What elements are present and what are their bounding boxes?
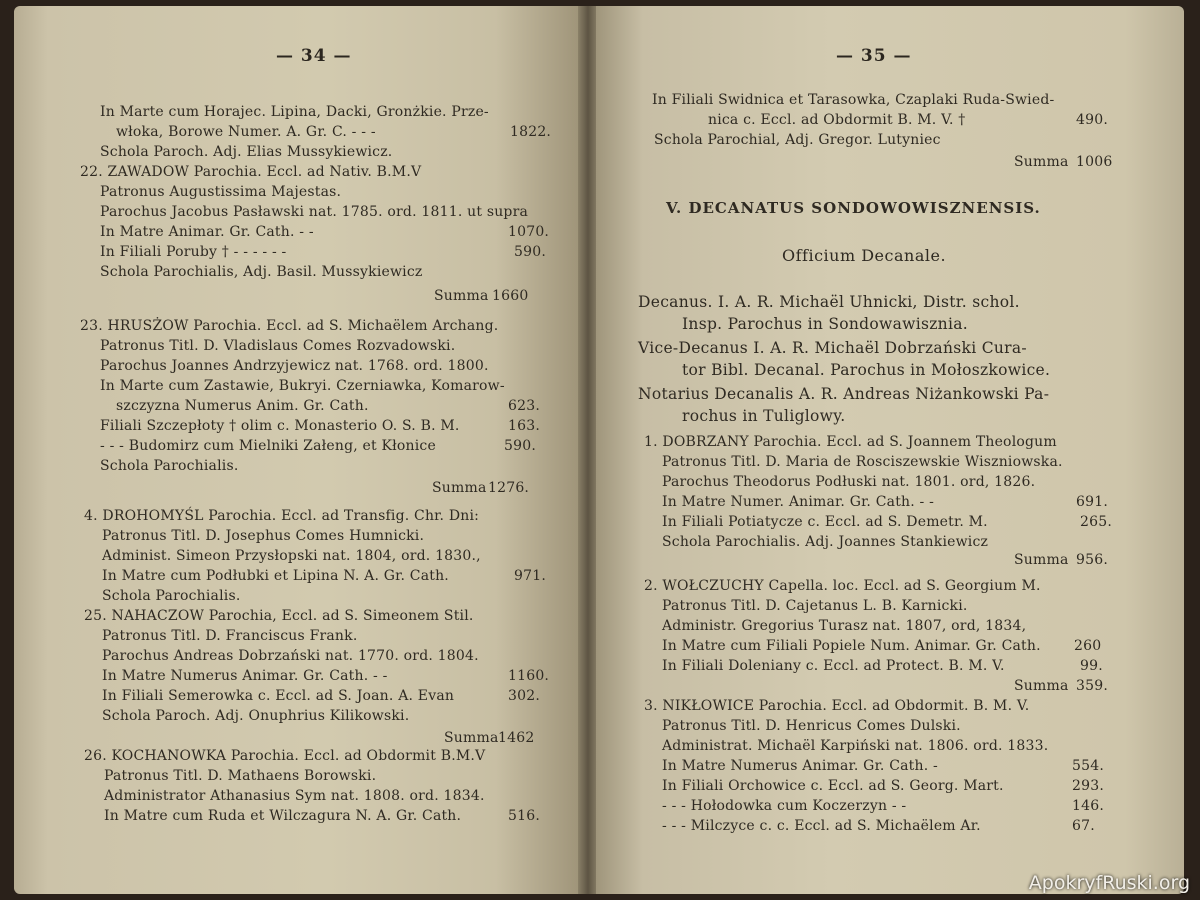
text-line	[662, 736, 1048, 756]
text-line	[1014, 550, 1069, 570]
text-line	[662, 472, 1035, 492]
text-line	[84, 606, 474, 626]
line-number-value: 1276.	[488, 480, 530, 496]
line-text: Patronus Titl. D. Vladislaus Comes Rozvadowski.	[100, 338, 456, 354]
line-number-value: 1660	[492, 288, 529, 304]
line-text: Schola Parochialis.	[100, 458, 239, 474]
text-line	[644, 432, 1057, 452]
line-text: Schola Paroch. Adj. Onuphrius Kilikowski.	[102, 708, 410, 724]
text-line	[116, 396, 369, 416]
line-text: - - - Hołodowka cum Koczerzyn - -	[662, 798, 907, 814]
line-number-value: 490.	[1076, 112, 1108, 128]
line-number-value: 516.	[508, 808, 540, 824]
text-line	[638, 384, 1049, 404]
line-number-value: 554.	[1072, 758, 1104, 774]
line-text: Patronus Titl. D. Maria de Rosciszewskie Wiszniowska.	[662, 454, 1063, 470]
text-line	[662, 512, 988, 532]
line-text: Schola Parochial, Adj. Gregor. Lutyniec	[654, 132, 941, 148]
page-number: — 34 —	[276, 46, 352, 66]
line-text: rochus in Tuliglowy.	[682, 407, 846, 425]
text-line	[100, 436, 436, 456]
line-text: In Filiali Doleniany c. Eccl. ad Protect. B. M. V.	[662, 658, 1005, 674]
text-line	[662, 636, 1041, 656]
text-line	[662, 716, 961, 736]
line-text: Filiali Szczepłoty † olim c. Monasterio O. S. B. M.	[100, 418, 460, 434]
text-line	[782, 246, 946, 266]
line-text: Schola Parochialis. Adj. Joannes Stankiewicz	[662, 534, 989, 550]
text-line	[666, 198, 1041, 218]
line-text: Summa	[1014, 552, 1069, 568]
line-text: In Filiali Semerowka c. Eccl. ad S. Joan. A. Evan	[102, 688, 455, 704]
text-line	[102, 646, 479, 666]
line-text: nica c. Eccl. ad Obdormit B. M. V. †	[708, 112, 966, 128]
line-number-value: 1462	[498, 730, 535, 746]
line-text: In Matre cum Podłubki et Lipina N. A. Gr. Cath.	[102, 568, 449, 584]
text-line	[662, 616, 1026, 636]
text-line	[104, 786, 485, 806]
text-line	[100, 356, 489, 376]
left-page	[14, 6, 580, 894]
line-number-value: 623.	[508, 398, 540, 414]
text-line	[100, 222, 314, 242]
text-line	[662, 756, 938, 776]
line-text: 4. DROHOMYŚL Parochia. Eccl. ad Transfig. Chr. Dni:	[84, 508, 480, 524]
text-line	[100, 336, 455, 356]
line-text: - - - Milczyce c. c. Eccl. ad S. Michaëlem Ar.	[662, 818, 981, 834]
text-line	[444, 728, 499, 748]
line-text: In Filiali Potiatycze c. Eccl. ad S. Demetr. M.	[662, 514, 988, 530]
line-number-value: 67.	[1072, 818, 1095, 834]
line-text: Summa	[1014, 678, 1069, 694]
page-number: — 35 —	[836, 46, 912, 66]
line-text: Patronus Titl. D. Mathaens Borowski.	[104, 768, 377, 784]
text-line	[80, 316, 498, 336]
line-number-value: 146.	[1072, 798, 1104, 814]
text-line	[102, 566, 449, 586]
line-text: Parochus Joannes Andrzyjewicz nat. 1768. ord. 1800.	[100, 358, 489, 374]
text-line	[102, 706, 409, 726]
line-text: 25. NAHACZOW Parochia, Eccl. ad S. Simeonem Stil.	[84, 608, 474, 624]
text-line	[84, 746, 485, 766]
line-text: 22. ZAWADOW Parochia. Eccl. ad Nativ. B.M.V	[80, 164, 422, 180]
text-line	[662, 776, 1004, 796]
text-line	[638, 338, 1027, 358]
text-line	[84, 506, 479, 526]
line-text: Notarius Decanalis A. R. Andreas Niżankowski Pa-	[638, 385, 1050, 403]
text-line	[116, 122, 376, 142]
text-line	[102, 526, 424, 546]
text-line	[100, 416, 460, 436]
line-number-value: 956.	[1076, 552, 1108, 568]
line-number-value: 1160.	[508, 668, 550, 684]
line-text: V. DECANATUS SONDOWOWISZNENSIS.	[666, 199, 1041, 217]
text-line	[682, 360, 1050, 380]
line-text: szczyzna Numerus Anim. Gr. Cath.	[116, 398, 369, 414]
watermark: ApokryfRuski.org	[1028, 872, 1190, 894]
line-text: In Matre Animar. Gr. Cath. - -	[100, 224, 314, 240]
line-text: Patronus Titl. D. Henricus Comes Dulski.	[662, 718, 961, 734]
text-line	[434, 286, 489, 306]
line-text: Summa	[434, 288, 489, 304]
text-line	[102, 686, 454, 706]
line-text: In Matre Numerus Animar. Gr. Cath. - -	[102, 668, 388, 684]
text-line	[100, 242, 287, 262]
line-number-value: 302.	[508, 688, 540, 704]
line-number-value: 691.	[1076, 494, 1108, 510]
line-text: Decanus. I. A. R. Michaël Uhnicki, Distr. schol.	[638, 293, 1020, 311]
text-line	[662, 596, 968, 616]
line-text: Administrator Athanasius Sym nat. 1808. ord. 1834.	[104, 788, 485, 804]
line-number-value: 293.	[1072, 778, 1104, 794]
line-text: Administr. Gregorius Turasz nat. 1807, ord, 1834,	[662, 618, 1027, 634]
line-text: Parochus Jacobus Pasławski nat. 1785. ord. 1811. ut supra	[100, 204, 529, 220]
text-line	[1014, 676, 1069, 696]
text-line	[652, 90, 1054, 110]
line-text: In Filiali Poruby † - - - - - -	[100, 244, 287, 260]
line-text: In Matre cum Ruda et Wilczagura N. A. Gr. Cath.	[104, 808, 462, 824]
line-text: In Matre cum Filiali Popiele Num. Animar. Gr. Cath.	[662, 638, 1041, 654]
line-text: Vice-Decanus I. A. R. Michaël Dobrzański Cura-	[638, 339, 1027, 357]
line-text: Patronus Titl. D. Cajetanus L. B. Karnicki.	[662, 598, 968, 614]
line-text: In Marte cum Horajec. Lipina, Dacki, Gronżkie. Prze-	[100, 104, 489, 120]
text-line	[662, 796, 906, 816]
line-number-value: 99.	[1080, 658, 1103, 674]
book-gutter	[578, 6, 598, 894]
text-line	[638, 292, 1020, 312]
line-number-value: 590.	[504, 438, 536, 454]
line-text: 2. WOŁCZUCHY Capella. loc. Eccl. ad S. Georgium M.	[644, 578, 1041, 594]
line-text: Patronus Augustissima Majestas.	[100, 184, 342, 200]
text-line	[100, 262, 422, 282]
text-line	[102, 626, 357, 646]
line-text: 3. NIKŁOWICE Parochia. Eccl. ad Obdormit. B. M. V.	[644, 698, 1030, 714]
line-text: Administ. Simeon Przysłopski nat. 1804, ord. 1830.,	[102, 548, 481, 564]
line-text: - - - Budomirz cum Mielniki Załeng, et Kłonice	[100, 438, 436, 454]
text-line	[104, 806, 461, 826]
line-text: Schola Paroch. Adj. Elias Mussykiewicz.	[100, 144, 393, 160]
text-line	[100, 202, 528, 222]
line-text: In Filiali Orchowice c. Eccl. ad S. Georg. Mart.	[662, 778, 1004, 794]
text-line	[708, 110, 965, 130]
line-text: Summa	[1014, 154, 1069, 170]
text-line	[100, 376, 505, 396]
text-line	[662, 816, 981, 836]
line-number-value: 260	[1074, 638, 1102, 654]
line-number-value: 1070.	[508, 224, 550, 240]
text-line	[644, 696, 1029, 716]
line-text: Parochus Theodorus Podłuski nat. 1801. ord, 1826.	[662, 474, 1036, 490]
text-line	[662, 452, 1063, 472]
text-line	[432, 478, 487, 498]
text-line	[662, 656, 1005, 676]
text-line	[102, 546, 481, 566]
line-number-value: 971.	[514, 568, 546, 584]
line-text: Schola Parochialis.	[102, 588, 241, 604]
line-number-value: 359.	[1076, 678, 1108, 694]
line-text: In Filiali Swidnica et Tarasowka, Czaplaki Ruda-Swied-	[652, 92, 1055, 108]
line-text: Schola Parochialis, Adj. Basil. Mussykiewicz	[100, 264, 423, 280]
line-text: Parochus Andreas Dobrzański nat. 1770. ord. 1804.	[102, 648, 479, 664]
line-text: In Matre Numer. Animar. Gr. Cath. - -	[662, 494, 935, 510]
text-line	[662, 492, 934, 512]
line-number-value: 265.	[1080, 514, 1112, 530]
line-text: Patronus Titl. D. Josephus Comes Humnicki.	[102, 528, 425, 544]
line-text: 26. KOCHANOWKA Parochia. Eccl. ad Obdormit B.M.V	[84, 748, 486, 764]
text-line	[654, 130, 941, 150]
line-text: włoka, Borowe Numer. A. Gr. C. - - -	[116, 124, 376, 140]
text-line	[102, 666, 388, 686]
line-text: tor Bibl. Decanal. Parochus in Mołoszkowice.	[682, 361, 1051, 379]
text-line	[100, 142, 392, 162]
text-line	[662, 532, 988, 552]
line-text: Summa	[432, 480, 487, 496]
line-text: 23. HRUSŻOW Parochia. Eccl. ad S. Michaëlem Archang.	[80, 318, 499, 334]
line-number-value: 590.	[514, 244, 546, 260]
line-text: Administrat. Michaël Karpiński nat. 1806. ord. 1833.	[662, 738, 1049, 754]
right-page	[596, 6, 1184, 894]
line-text: Insp. Parochus in Sondowawisznia.	[682, 315, 968, 333]
text-line	[80, 162, 421, 182]
line-text: Summa	[444, 730, 499, 746]
text-line	[682, 406, 845, 426]
text-line	[104, 766, 376, 786]
line-text: Patronus Titl. D. Franciscus Frank.	[102, 628, 358, 644]
text-line	[102, 586, 240, 606]
text-line	[682, 314, 968, 334]
text-line	[100, 182, 341, 202]
line-number-value: 163.	[508, 418, 540, 434]
line-number-value: 1006	[1076, 154, 1113, 170]
line-text: Officium Decanale.	[782, 246, 947, 265]
text-line	[100, 102, 489, 122]
text-line	[1014, 152, 1069, 172]
text-line	[100, 456, 238, 476]
text-line	[644, 576, 1041, 596]
line-text: In Matre Numerus Animar. Gr. Cath. -	[662, 758, 938, 774]
line-text: 1. DOBRZANY Parochia. Eccl. ad S. Joannem Theologum	[644, 434, 1057, 450]
line-number-value: 1822.	[510, 124, 552, 140]
line-text: In Marte cum Zastawie, Bukryi. Czerniawka, Komarow-	[100, 378, 505, 394]
